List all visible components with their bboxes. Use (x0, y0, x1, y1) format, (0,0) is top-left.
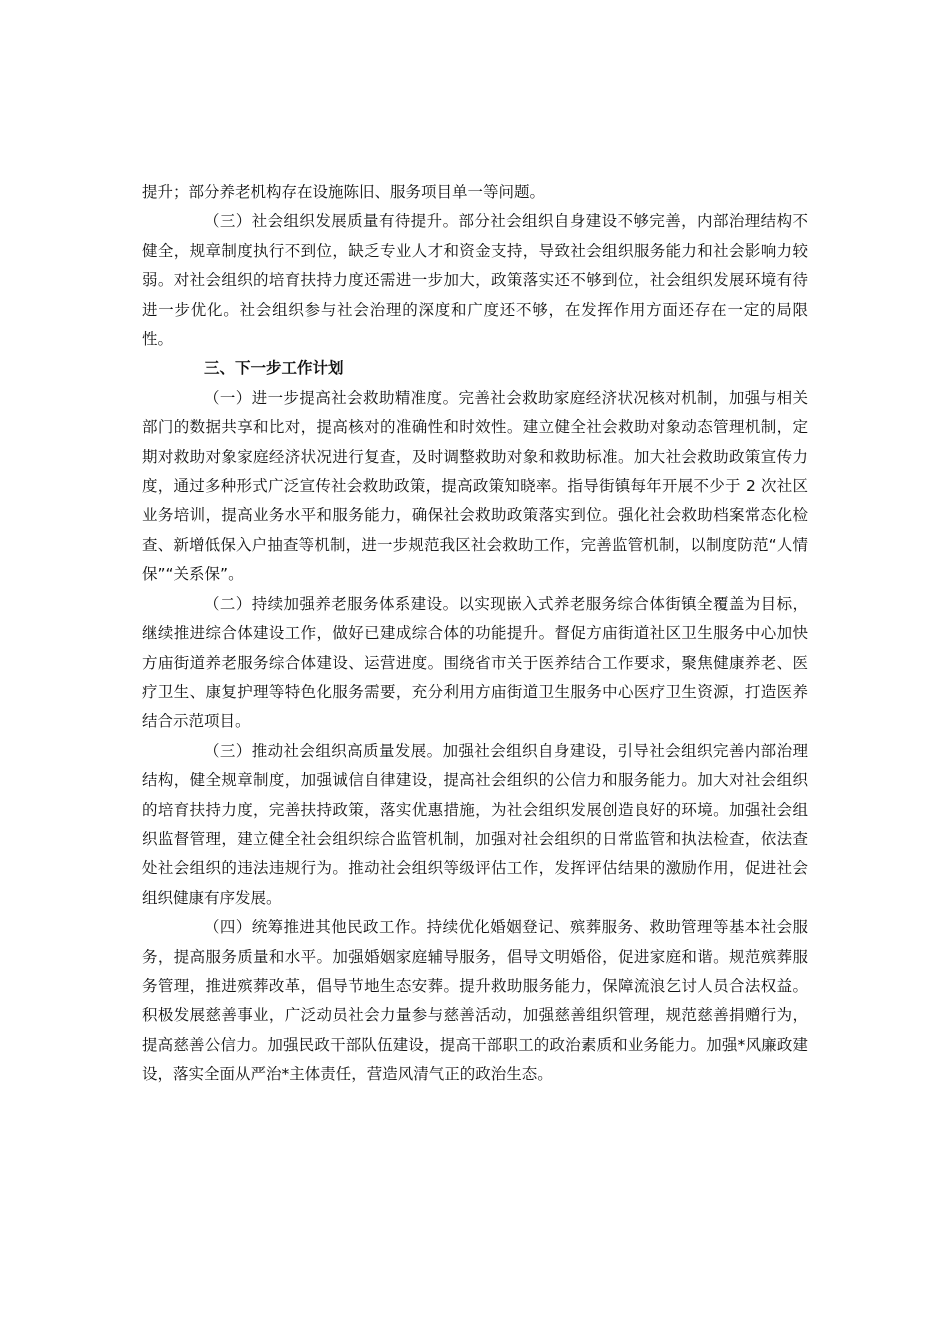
paragraph-social-org-development (142, 737, 808, 913)
paragraph-body: 加强社会组织自身建设，引导社会组织完善内部治理结构，健全规章制度，加强诚信自律建设，提高社会组织的公信力和服务能力。加大对社会组织的培育扶持力度，完善扶持政策，落实优惠措施，为社会组织发展创造良好的环境。加强社会组织监督管理，建立健全社会组织综合监管机制，加强对社会组织的日常监管和执法检查，依法查处社会组织的违法违规行为。推动社会组织等级评估工作，发挥评估结果的激励作用，促进社会组织健康有序发展。 (142, 741, 808, 907)
paragraph-body: 完善社会救助家庭经济状况核对机制，加强与相关部门的数据共享和比对，提高核对的准确性和时效性。建立健全社会救助对象动态管理机制，定期对救助对象家庭经济状况进行复查，及时调整救助对象和救助标准。加大社会救助政策宣传力度，通过多种形式广泛宣传社会救助政策，提高政策知晓率。指导街镇每年开展不少于 2 次社区业务培训，提高业务水平和服务能力，确保社会救助政策落实到位。强化社会救助档案常态化检查、新增低保入户抽查等机制，进一步规范我区社会救助工作，完善监管机制，以制度防范“人情保”“关系保”。 (142, 388, 808, 584)
paragraph-lead: （四）统筹推进其他民政工作。 (204, 918, 427, 937)
paragraph-lead: （三）推动社会组织高质量发展。 (204, 741, 443, 760)
paragraph-other-civil-affairs (142, 913, 808, 1089)
paragraph-elderly-care (142, 590, 808, 737)
paragraph-social-org-quality (142, 207, 808, 354)
paragraph-body: 部分社会组织自身建设不够完善，内部治理结构不健全，规章制度执行不到位，缺乏专业人才和资金支持，导致社会组织服务能力和社会影响力较弱。对社会组织的培育扶持力度还需进一步加大，政策落实还不够到位，社会组织发展环境有待进一步优化。社会组织参与社会治理的深度和广度还不够，在发挥作用方面还存在一定的局限性。 (142, 212, 808, 349)
paragraph-body: 持续优化婚姻登记、殡葬服务、救助管理等基本社会服务，提高服务质量和水平。加强婚姻家庭辅导服务，倡导文明婚俗，促进家庭和谐。规范殡葬服务管理，推进殡葬改革，倡导节地生态安葬。提升救助服务能力，保障流浪乞讨人员合法权益。积极发展慈善事业，广泛动员社会力量参与慈善活动，加强慈善组织管理，规范慈善捐赠行为，提高慈善公信力。加强民政干部队伍建设，提高干部职工的政治素质和业务能力。加强*风廉政建设，落实全面从严治*主体责任，营造风清气正的政治生态。 (142, 918, 808, 1084)
paragraph-lead: （二）持续加强养老服务体系建设。 (204, 594, 459, 613)
paragraph-social-assistance (142, 384, 808, 590)
paragraph-lead: （三）社会组织发展质量有待提升。 (204, 212, 459, 231)
paragraph-body: 以实现嵌入式养老服务综合体街镇全覆盖为目标，继续推进综合体建设工作，做好已建成综合体的功能提升。督促方庙街道社区卫生服务中心加快方庙街道养老服务综合体建设、运营进度。围绕省市关于医养结合工作要求，聚焦健康养老、医疗卫生、康复护理等特色化服务需要，充分利用方庙街道卫生服务中心医疗卫生资源，打造医养结合示范项目。 (142, 594, 808, 731)
paragraph-continuation: 提升；部分养老机构存在设施陈旧、服务项目单一等问题。 (142, 183, 546, 201)
section-heading: 三、下一步工作计划 (204, 359, 344, 378)
document-body (142, 178, 808, 1090)
paragraph-lead: （一）进一步提高社会救助精准度。 (204, 388, 459, 407)
